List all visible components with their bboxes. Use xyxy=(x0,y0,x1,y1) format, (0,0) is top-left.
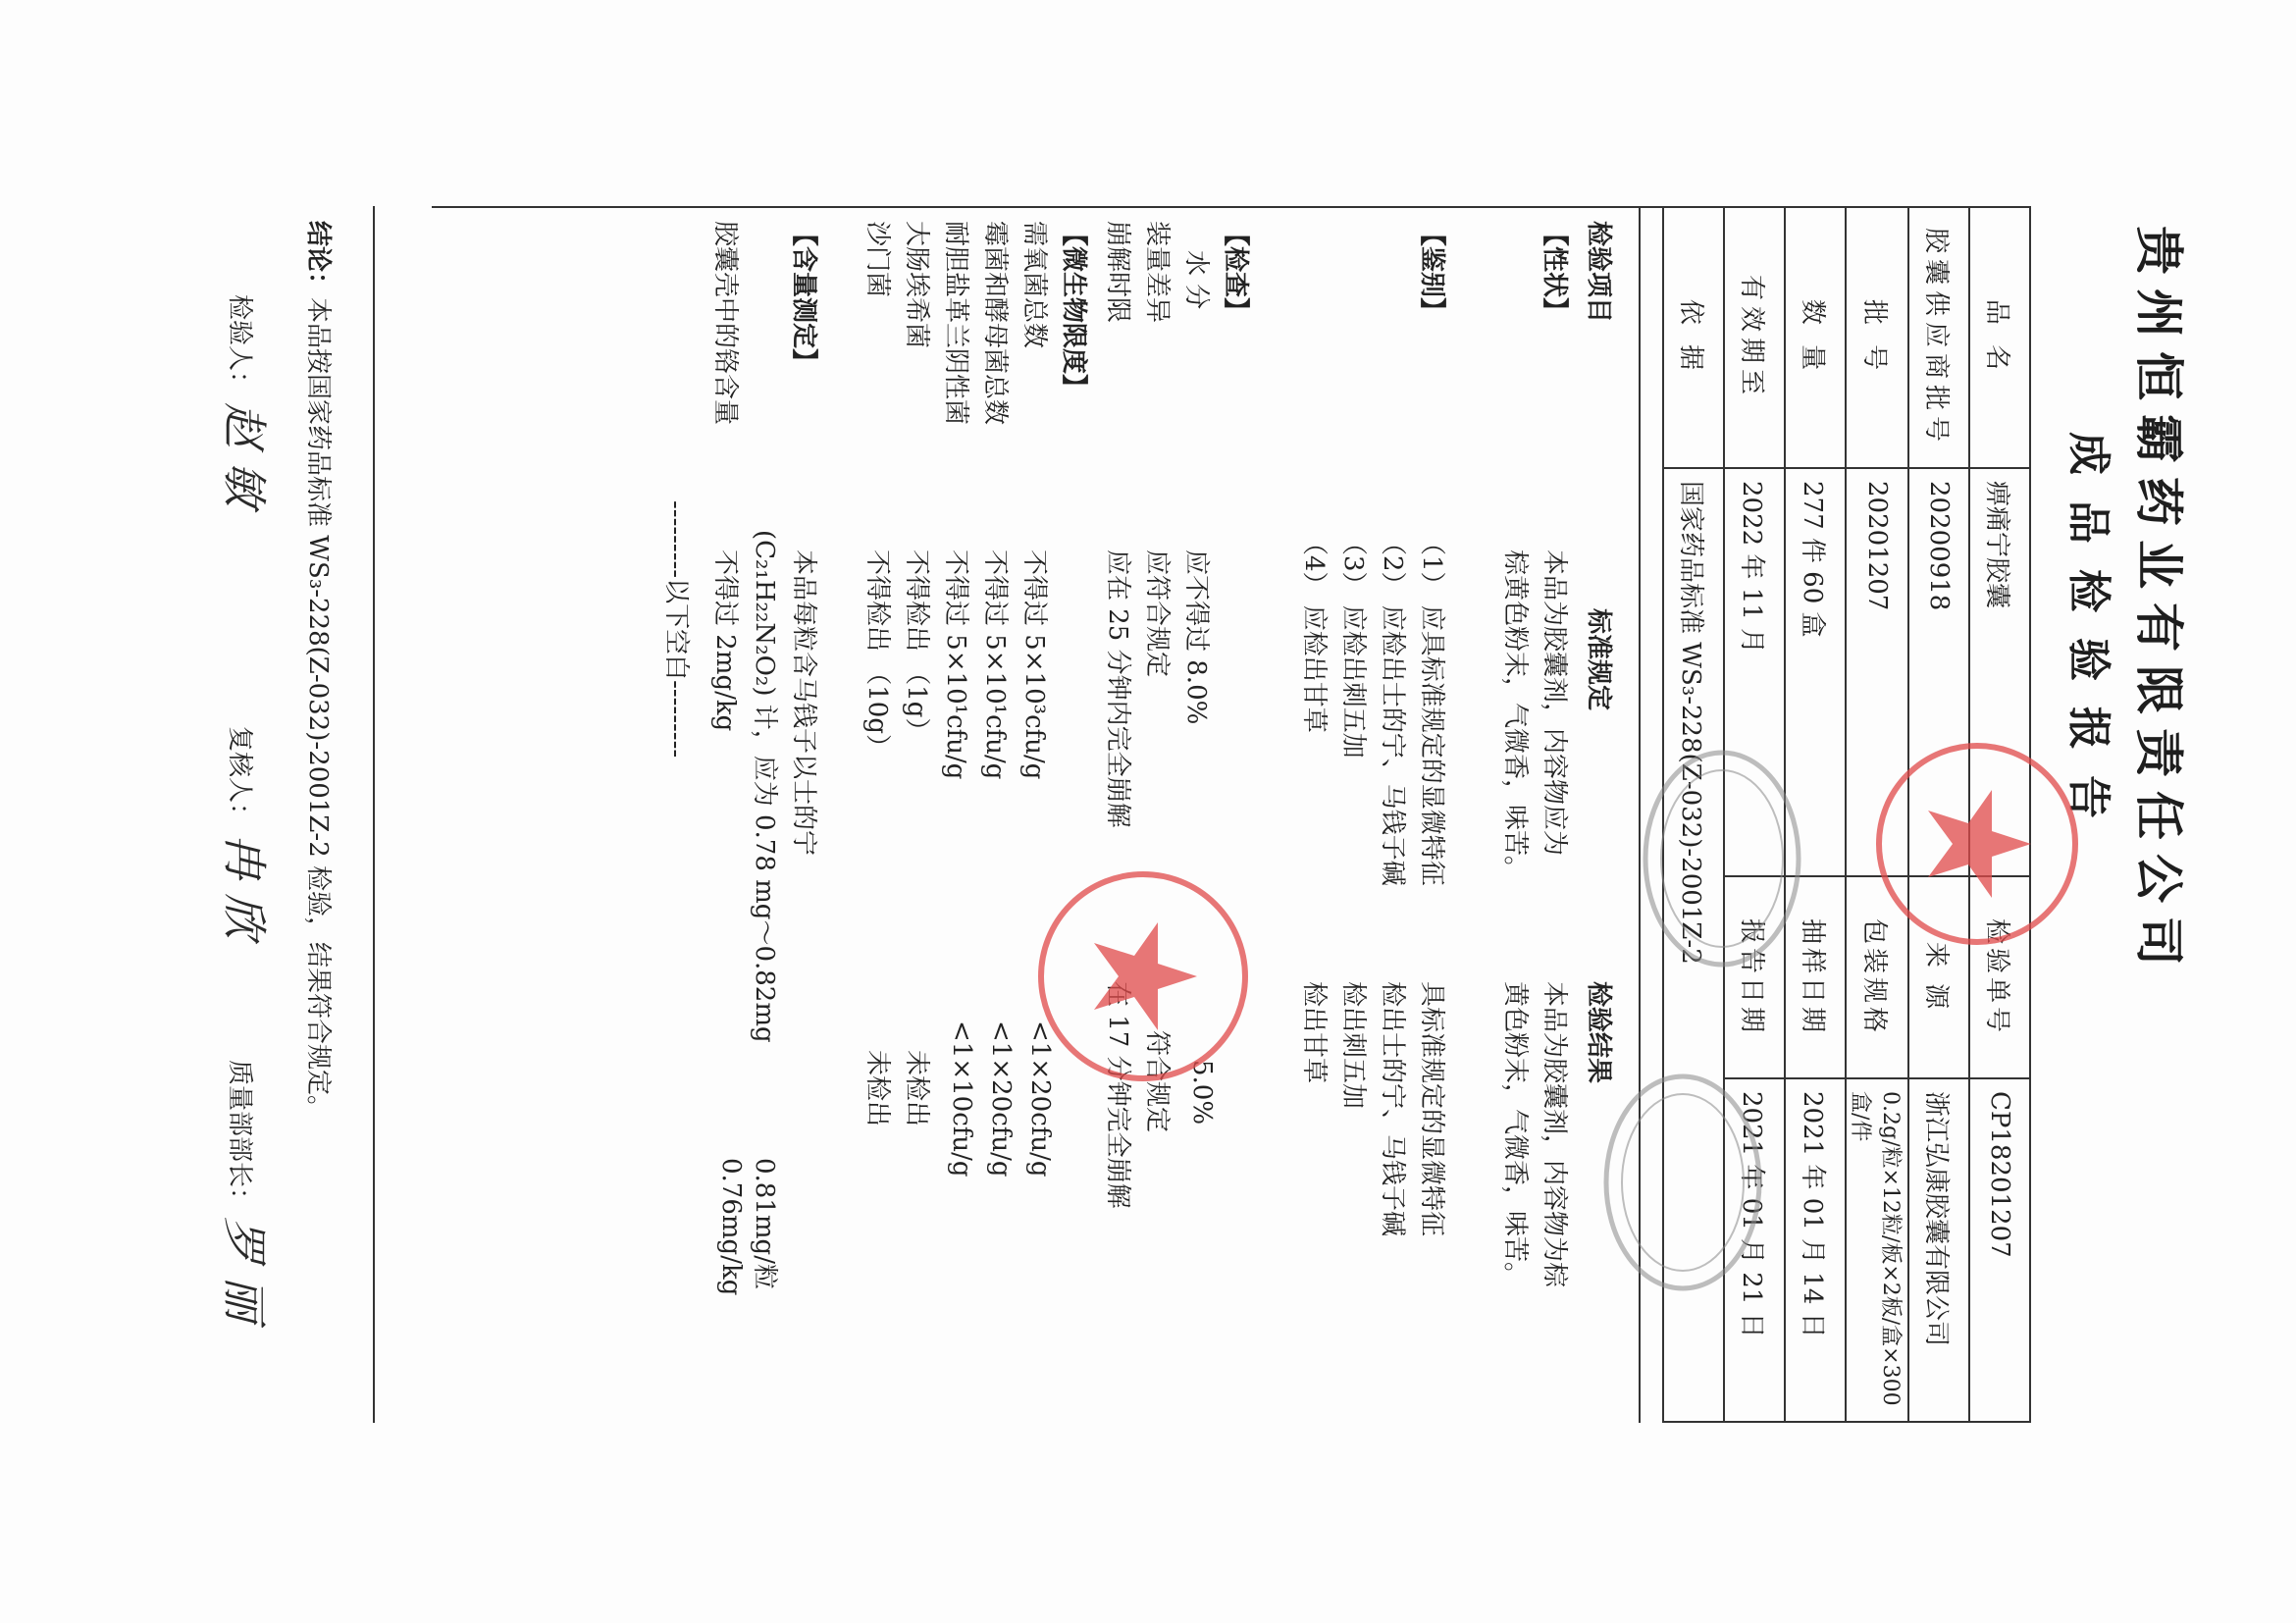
expiry-label: 有效期至 xyxy=(1724,207,1785,468)
water-std: 应不得过 8.0% xyxy=(1181,550,1211,725)
fill-label: 装量差异 xyxy=(1142,221,1172,324)
report-date-label: 报告日期 xyxy=(1724,876,1785,1078)
water-res: 5.0% xyxy=(1187,1060,1217,1126)
character-res-1: 本品为胶囊剂，内容物为棕 xyxy=(1539,981,1569,1288)
fill-res: 符合规定 xyxy=(1142,1030,1172,1133)
water-label: 水 分 xyxy=(1181,250,1211,310)
company-title: 贵州恒霸药业有限责任公司 xyxy=(2130,226,2188,979)
package: 0.2g/粒×12粒/板×2板/盒×300盒/件 xyxy=(1846,1078,1908,1422)
batch-label: 批 号 xyxy=(1846,207,1908,468)
gray-stamp-header xyxy=(1639,746,1805,971)
sampling-date-label: 抽样日期 xyxy=(1785,876,1846,1078)
inspection-no: CP18201207 xyxy=(1969,1078,2030,1422)
disint-res: 在 17 分钟完全崩解 xyxy=(1103,981,1132,1209)
fill-std: 应符合规定 xyxy=(1142,550,1172,678)
chromium-res: 0.76mg/kg xyxy=(716,1158,746,1296)
batch: 20201207 xyxy=(1846,468,1908,876)
bile-std: 不得过 5×10¹cfu/g xyxy=(941,550,970,780)
mold-std: 不得过 5×10¹cfu/g xyxy=(980,550,1010,780)
conclusion xyxy=(302,221,339,1121)
section-identification: 【鉴别】 xyxy=(1417,221,1446,324)
chromium-label: 胶囊壳中的铬含量 xyxy=(710,221,740,426)
gray-stamp-results xyxy=(1599,1070,1766,1295)
red-stamp-top xyxy=(1869,736,2085,952)
assay-std-2: (C₂₁H₂₂N₂O₂) 计，应为 0.78 mg～0.82mg xyxy=(750,530,779,1043)
capsule-batch: 20200918 xyxy=(1908,468,1969,876)
conclusion-rule xyxy=(373,206,375,1423)
blank-note: ---------以下空白--------- xyxy=(661,500,691,759)
disint-label: 崩解时限 xyxy=(1103,221,1132,324)
source: 浙江弘康胶囊有限公司 xyxy=(1908,1078,1969,1422)
assay-std-1: 本品每粒含马钱子以士的宁 xyxy=(789,550,818,857)
ident-res-2: 检出士的宁、马钱子碱 xyxy=(1378,981,1407,1237)
source-label: 来 源 xyxy=(1908,876,1969,1078)
bile-label: 耐胆盐革兰阴性菌 xyxy=(941,221,970,426)
expiry: 2022 年 11 月 xyxy=(1724,468,1785,876)
ident-res-1: 具标准规定的显微特征 xyxy=(1417,981,1446,1237)
qa-signature: 罗 丽 xyxy=(218,1217,271,1322)
reviewer-label: 复核人： xyxy=(225,726,254,829)
ident-std-4: （4） 应检出甘草 xyxy=(1299,530,1329,733)
ident-std-2: （2） 应检出士的宁、马钱子碱 xyxy=(1378,530,1407,886)
qa-label: 质量部部长： xyxy=(225,1060,254,1214)
reviewer-signature: 冉 欣 xyxy=(218,834,271,939)
sampling-date: 2021 年 01 月 14 日 xyxy=(1785,1078,1846,1422)
mold-label: 霉菌和酵母菌总数 xyxy=(980,221,1010,426)
disint-std: 应在 25 分钟内完全崩解 xyxy=(1103,550,1132,828)
salmonella-std: 不得检出 （10g） xyxy=(862,550,892,759)
product-name: 痹痛宁胶囊 xyxy=(1969,468,2030,876)
character-res-2: 黄色粉末，气微香，味苦。 xyxy=(1500,981,1530,1288)
ecoli-label: 大肠埃希菌 xyxy=(902,221,931,349)
salmonella-res: 未检出 xyxy=(862,1050,892,1127)
character-std-1: 本品为胶囊剂，内容物应为 xyxy=(1539,550,1569,857)
quantity: 277 件 60 盒 xyxy=(1785,468,1846,876)
conclusion-text: 本品按国家药品标准 WS₃-228(Z-032)-2001Z-2 检验，结果符合规定。 xyxy=(303,297,333,1122)
salmonella-label: 沙门菌 xyxy=(862,221,892,298)
package-label: 包装规格 xyxy=(1846,876,1908,1078)
section-character: 【性状】 xyxy=(1539,221,1569,324)
basis: 国家药品标准 WS₃-228(Z-032)-2001Z-2 xyxy=(1663,468,1724,1422)
bile-res: <1×10cfu/g xyxy=(947,1021,976,1178)
mold-res: <1×20cfu/g xyxy=(986,1021,1016,1178)
ecoli-std: 不得检出 （1g） xyxy=(902,550,931,744)
section-test: 【检查】 xyxy=(1221,221,1250,324)
report-title: 成品检验报告 xyxy=(2063,432,2113,844)
product-name-label: 品 名 xyxy=(1969,207,2030,468)
section-assay: 【含量测定】 xyxy=(789,221,818,375)
capsule-batch-label: 胶囊供应商批号 xyxy=(1908,207,1969,468)
inspection-no-label: 检验单号 xyxy=(1969,876,2030,1078)
ident-std-3: （3） 应检出刺五加 xyxy=(1338,530,1368,759)
col-standard-heading: 标准规定 xyxy=(1584,608,1613,711)
body-left-rule xyxy=(432,206,1678,208)
assay-res: 0.81mg/粒 xyxy=(750,1158,779,1289)
basis-label: 依 据 xyxy=(1663,207,1724,468)
ident-res-4: 检出甘草 xyxy=(1299,981,1329,1084)
ecoli-res: 未检出 xyxy=(902,1050,931,1127)
aerobic-label: 需氧菌总数 xyxy=(1019,221,1049,349)
col-item-heading: 检验项目 xyxy=(1584,221,1613,324)
inspector-label: 检验人： xyxy=(225,294,254,397)
aerobic-std: 不得过 5×10³cfu/g xyxy=(1019,550,1049,780)
quantity-label: 数 量 xyxy=(1785,207,1846,468)
aerobic-res: <1×20cfu/g xyxy=(1025,1021,1055,1178)
inspector-signature: 赵 敏 xyxy=(218,402,271,507)
ident-std-1: （1） 应具标准规定的显微特征 xyxy=(1417,530,1446,886)
report-date: 2021 年 01 月 21 日 xyxy=(1724,1078,1785,1422)
conclusion-label: 结论： xyxy=(303,221,333,298)
red-stamp-bottom xyxy=(1030,864,1256,1089)
character-std-2: 棕黄色粉末，气微香，味苦。 xyxy=(1500,550,1530,882)
ident-res-3: 检出刺五加 xyxy=(1338,981,1368,1110)
chromium-std: 不得过 2mg/kg xyxy=(710,550,740,732)
col-result-heading: 检验结果 xyxy=(1584,981,1613,1084)
section-microbe: 【微生物限度】 xyxy=(1059,221,1088,400)
